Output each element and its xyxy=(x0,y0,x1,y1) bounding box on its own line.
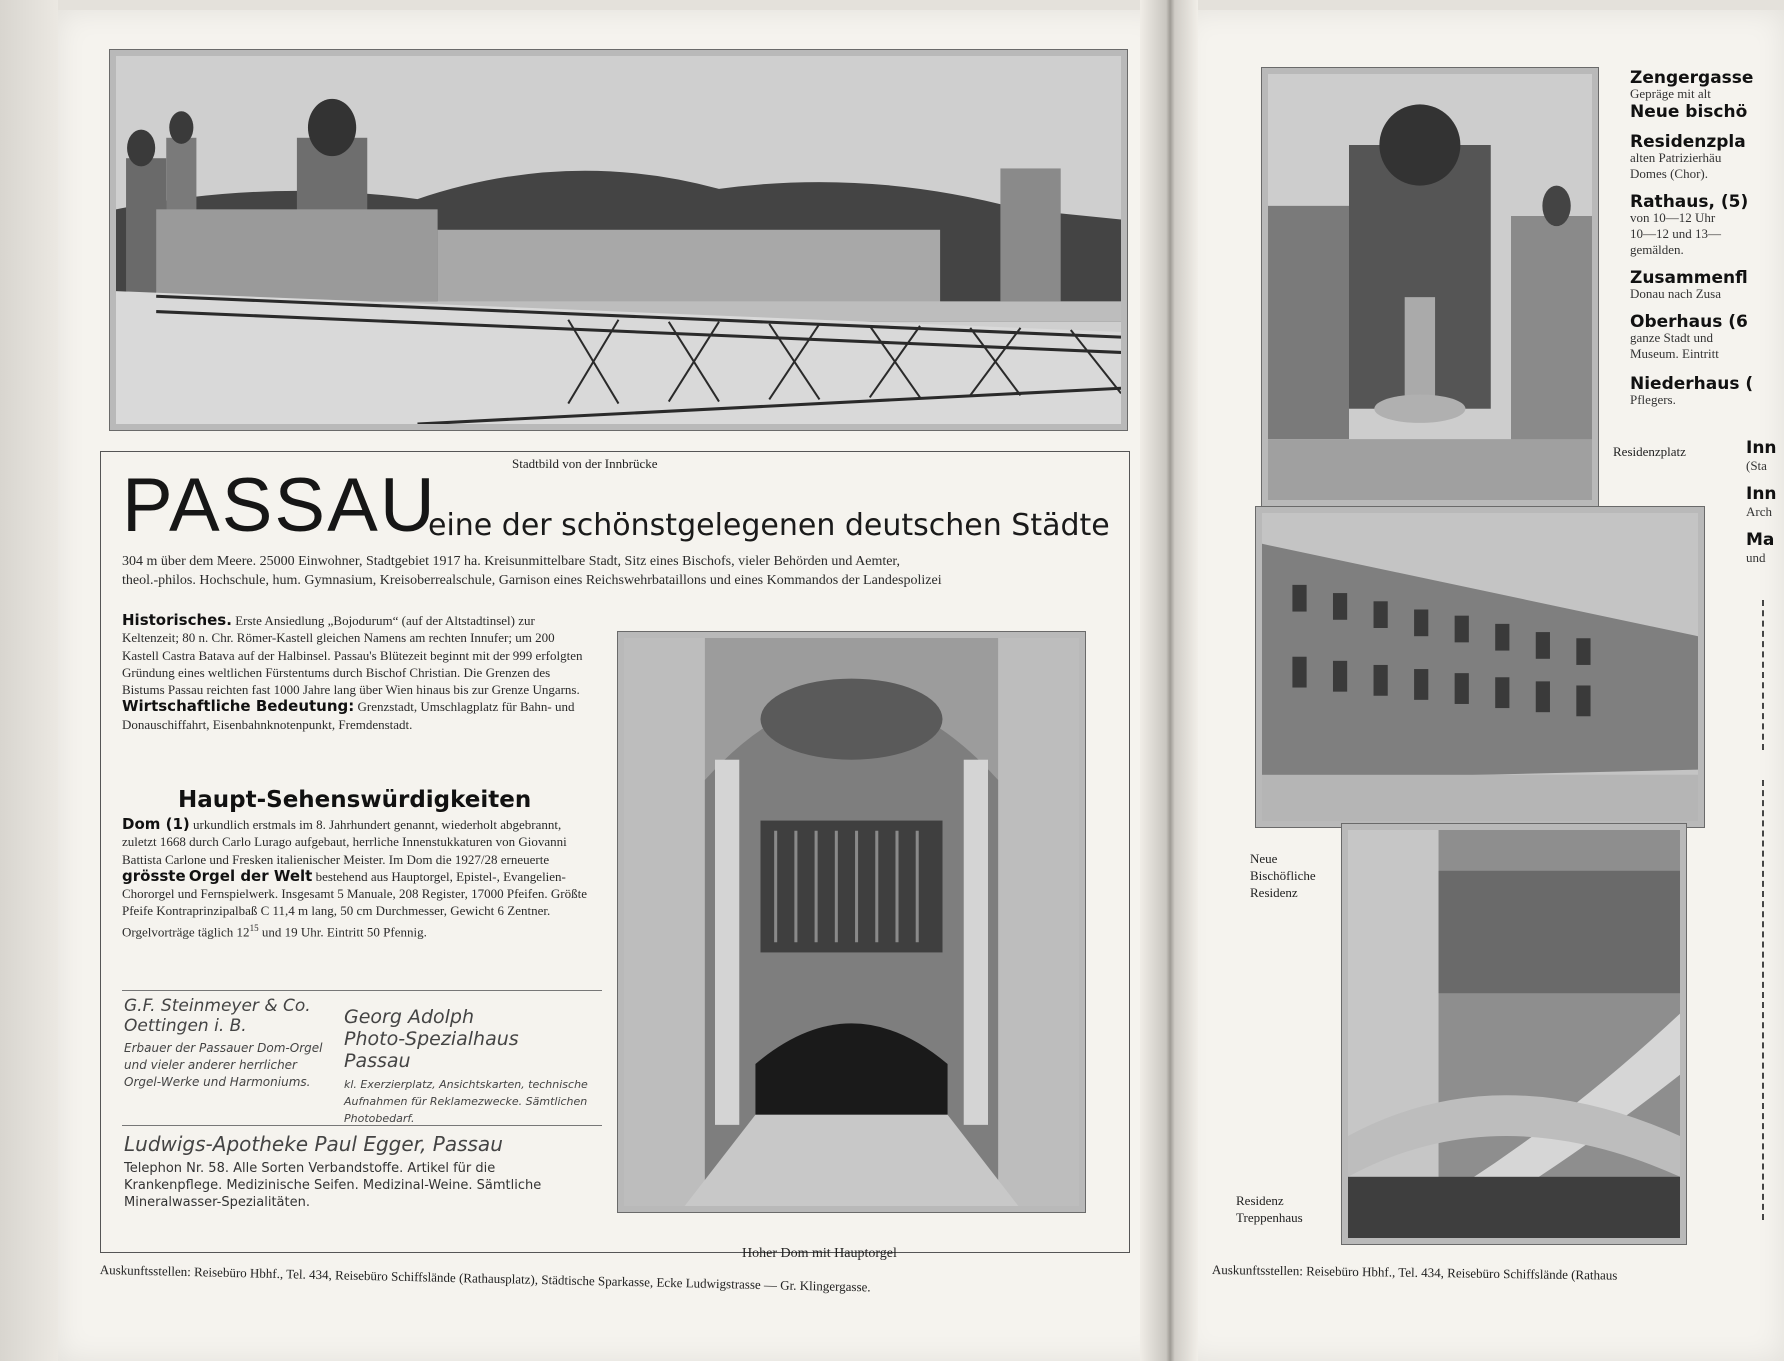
ad-adolph-text: kl. Exerzierplatz, Ansichtskarten, technische Aufnahmen für Reklamezwecke. Sämtlichen Photobedarf. xyxy=(344,1078,588,1125)
ad-adolph-place: Passau xyxy=(344,1050,411,1072)
book-gutter xyxy=(1140,0,1198,1361)
right-item-4-text3: gemälden. xyxy=(1630,242,1684,257)
ad-steinmeyer xyxy=(124,996,334,1091)
right-item-3-heading: Residenzpla xyxy=(1630,132,1746,152)
residenzplatz-photo xyxy=(1262,68,1598,506)
footer-right: Auskunftsstellen: Reisebüro Hbhf., Tel. 434, Reisebüro Schiffslände (Rathaus xyxy=(1211,1262,1618,1283)
residenz-caption-1: Neue xyxy=(1250,851,1278,866)
ad-apotheke-name: Ludwigs-Apotheke Paul Egger, Passau xyxy=(124,1132,503,1156)
ad-adolph-name: Georg Adolph xyxy=(344,1006,475,1028)
ad-apotheke xyxy=(124,1132,594,1211)
wirtschaft-text: Grenzstadt, Umschlagplatz für Bahn- und Donauschiffahrt, Eisenbahnknotenpunkt, Fremdenstadt. xyxy=(122,699,575,732)
right-item-1-heading: Zengergasse xyxy=(1630,70,1754,88)
dom-text-1: urkundlich erstmals im 8. Jahrhundert genannt, wiederholt abgebrannt, zuletzt 1668 durch Carlo Lurago aufgebaut, herrliche Innenstukkaturen von Giovanni Battista Carlone und Fresken italienischer Meister. Im Dom die 1927/28 erneuerte xyxy=(122,817,567,867)
right-frag-3-heading: Ma xyxy=(1746,530,1775,550)
ad-apotheke-text: Telephon Nr. 58. Alle Sorten Verbandstoffe. Artikel für die Krankenpflege. Medizinische Seifen. Medizinal-Weine. Sämtliche Mineralwasser-Spezialitäten. xyxy=(124,1161,542,1210)
dom-text-3: und 19 Uhr. Eintritt 50 Pfennig. xyxy=(261,924,427,940)
historisches-heading: Historisches. xyxy=(122,611,232,629)
footer-left: Auskunftsstellen: Reisebüro Hbhf., Tel. 434, Reisebüro Schiffslände (Rathausplatz), Städtische Sparkasse, Ecke Ludwigstrasse — Gr. Klingergasse. xyxy=(99,1262,871,1295)
right-frag-2 xyxy=(1746,484,1784,520)
dom-section xyxy=(122,816,592,940)
right-frag-2-heading: Inn xyxy=(1746,484,1777,504)
dom-text-2: bestehend aus Hauptorgel, Epistel-, Evangelien-Chororgel und Fernspielwerk. Insgesamt 5 Manuale, 208 Register, 17000 Pfeifen. Größte Pfeife Kontraprinzipalbaß C 11,4 m lang, 50 cm Durchmesser, Gewicht 6 Zentner. Orgelvorträge täglich 12 xyxy=(122,868,587,940)
book-edge xyxy=(0,0,58,1361)
ad-steinmeyer-name: G.F. Steinmeyer & Co. xyxy=(124,996,311,1016)
right-item-7-text: Pflegers. xyxy=(1630,392,1676,407)
right-item-7 xyxy=(1630,376,1784,416)
right-item-3-text2: Domes (Chor). xyxy=(1630,166,1708,181)
right-sights-list xyxy=(1630,70,1784,416)
right-frag-3-text: und xyxy=(1746,550,1766,565)
treppenhaus-caption-1: Residenz xyxy=(1236,1193,1284,1208)
right-item-4-text: von 10—12 Uhr xyxy=(1630,210,1716,225)
residenzplatz-caption: Residenzplatz xyxy=(1613,444,1686,459)
ad-adolph-line2: Photo-Spezialhaus xyxy=(344,1028,519,1050)
ad-adolph xyxy=(344,1006,594,1127)
treppenhaus-caption-2: Treppenhaus xyxy=(1236,1210,1303,1225)
right-item-4-heading: Rathaus, (5) xyxy=(1630,192,1749,212)
right-item-2-heading: Neue bischö xyxy=(1630,102,1748,122)
historisches-text: Erste Ansiedlung „Bojodurum“ (auf der Altstadtinsel) zur Keltenzeit; 80 n. Chr. Römer-Kastell gleichen Namens am rechten Innufer; um 200 Kastell Castra Batava auf der Halbinsel. Passau's Blütezeit beginnt mit der 999 erfolgten Gründung eines weltlichen Fürstentums durch Bischof Christian. Die Grenzen des Bistums Passau reichten fast 1000 Jahre lang über Wien hinaus bis zur Grenze Ungarns. xyxy=(122,613,583,698)
page-title: PASSAU xyxy=(122,463,437,548)
ad-steinmeyer-place: Oettingen i. B. xyxy=(124,1016,247,1036)
panorama-photo xyxy=(110,50,1127,430)
right-item-4-text2: 10—12 und 13— xyxy=(1630,226,1721,241)
right-item-6 xyxy=(1630,314,1784,376)
organ-caption: Hoher Dom mit Hauptorgel xyxy=(742,1246,897,1261)
right-frag-3 xyxy=(1746,530,1784,566)
residenz-photo xyxy=(1256,507,1704,827)
page-subtitle: eine der schönstgelegenen deutschen Städte xyxy=(428,508,1110,543)
right-edge-map-border-2 xyxy=(1762,780,1784,1220)
dom-emph-2: Orgel der Welt xyxy=(188,866,313,885)
divider-apotheke xyxy=(122,1125,602,1126)
right-item-6-text2: Museum. Eintritt xyxy=(1630,346,1719,361)
right-item-3 xyxy=(1630,134,1784,194)
residenz-caption-3: Residenz xyxy=(1250,885,1298,900)
right-item-5-heading: Zusammenfl xyxy=(1630,268,1748,288)
dom-heading: Dom (1) xyxy=(122,815,190,833)
right-item-6-heading: Oberhaus (6 xyxy=(1630,312,1748,332)
right-item-6-text: ganze Stadt und xyxy=(1630,330,1714,345)
dom-emph-1: grösste xyxy=(122,866,186,885)
right-item-5 xyxy=(1630,270,1784,314)
right-item-4 xyxy=(1630,194,1784,270)
right-frag-1-text: (Sta xyxy=(1746,458,1767,473)
intro-text xyxy=(122,552,1112,590)
residenz-caption xyxy=(1250,850,1316,901)
right-item-5-text: Donau nach Zusa xyxy=(1630,286,1721,301)
intro-line-1: 304 m über dem Meere. 25000 Einwohner, Stadtgebiet 1917 ha. Kreisunmittelbare Stadt, Sitz eines Bischofs, vieler Behörden und Aemter, xyxy=(122,554,901,569)
right-item-3-text: alten Patrizierhäu xyxy=(1630,150,1722,165)
right-item-2 xyxy=(1630,104,1784,134)
right-frag-2-text: Arch xyxy=(1746,504,1772,519)
right-item-1-text: Gepräge mit alt xyxy=(1630,86,1711,101)
organ-photo xyxy=(618,632,1085,1212)
ad-steinmeyer-text: Erbauer der Passauer Dom-Orgel und vieler anderer herrlicher Orgel-Werke und Harmoniums. xyxy=(124,1041,323,1089)
right-item-7-heading: Niederhaus ( xyxy=(1630,374,1754,394)
right-frag-1-heading: Inn xyxy=(1746,438,1777,458)
historisches-section xyxy=(122,612,592,733)
treppenhaus-photo xyxy=(1342,824,1686,1244)
panorama-caption: Stadtbild von der Innbrücke xyxy=(512,456,658,471)
residenz-caption-2: Bischöfliche xyxy=(1250,868,1316,883)
right-item-1 xyxy=(1630,70,1784,100)
divider-ads xyxy=(122,990,602,991)
intro-line-2: theol.-philos. Hochschule, hum. Gymnasium, Kreisoberrealschule, Garnison eines Reichswehrbataillons und eines Kommandos der Landespolizei xyxy=(122,573,942,588)
wirtschaft-heading: Wirtschaftliche Bedeutung: xyxy=(122,697,355,716)
right-edge-map-border xyxy=(1762,600,1784,750)
right-frag-1 xyxy=(1746,438,1784,474)
sehens-heading: Haupt-Sehenswürdigkeiten xyxy=(178,787,532,813)
treppenhaus-caption xyxy=(1236,1192,1303,1226)
dom-sup: 15 xyxy=(249,922,259,933)
